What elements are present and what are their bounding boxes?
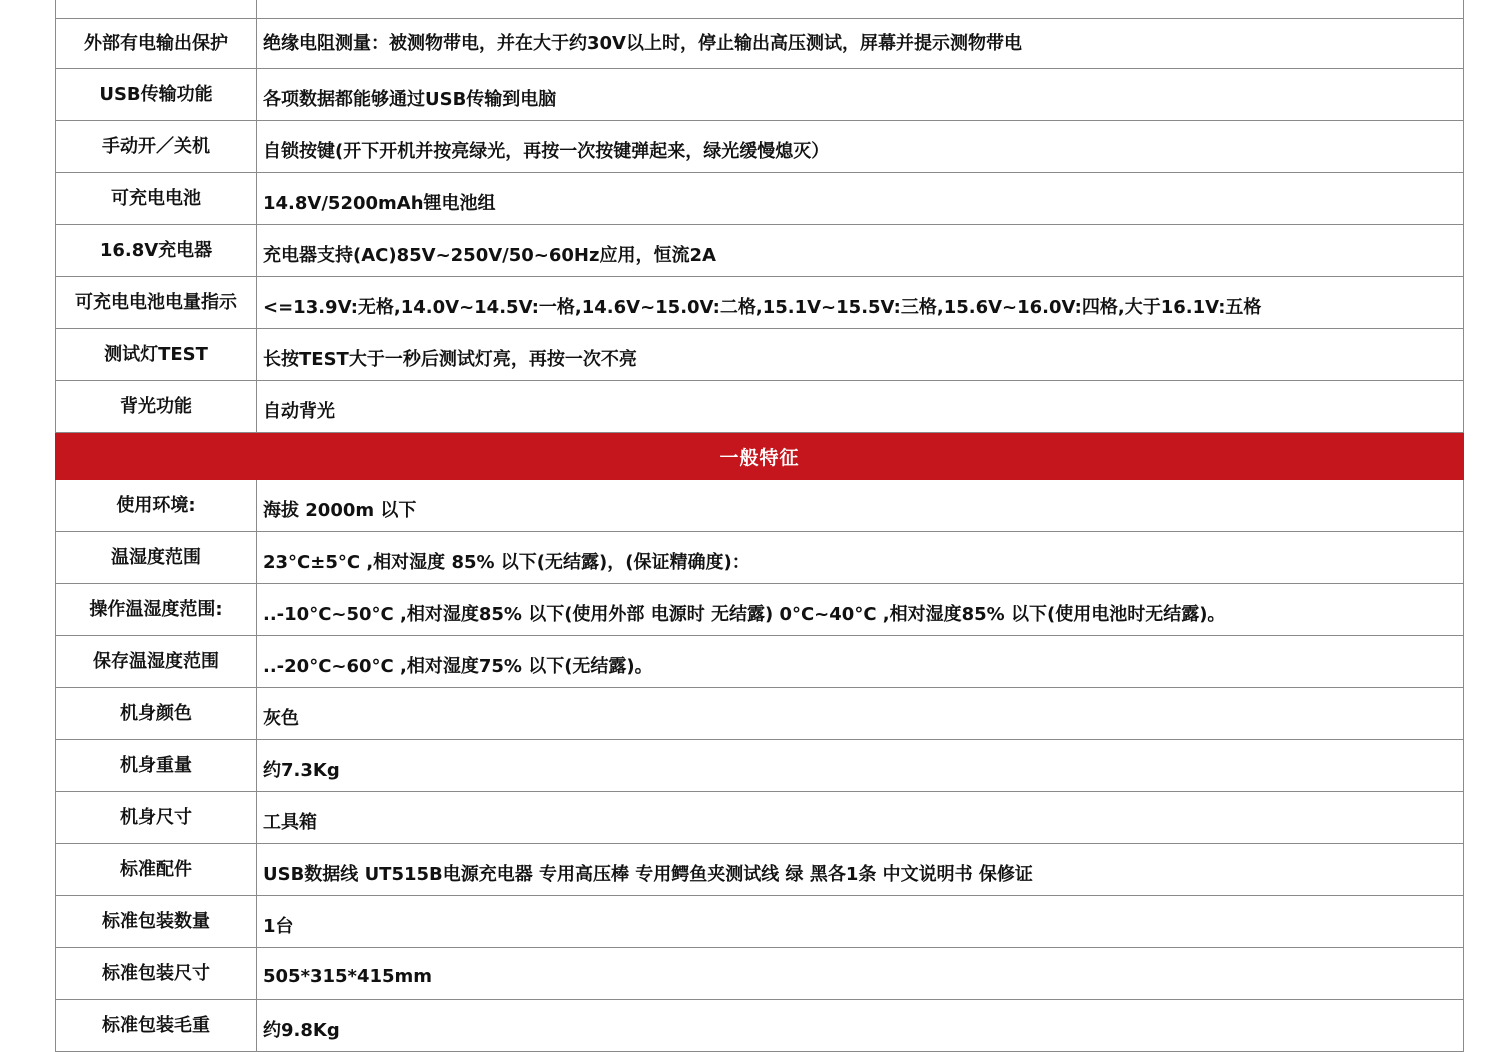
table-row [56, 225, 1464, 277]
section-header-row [56, 433, 1464, 480]
spec-value: ..-20°C~60°C ,相对湿度75% 以下(无结露)。 [257, 636, 1464, 688]
spec-label: 可充电电池 [56, 173, 257, 225]
table-row [56, 329, 1464, 381]
spec-value: 绝缘电阻测量：被测物带电，并在大于约30V以上时，停止输出高压测试，屏幕并提示测物带电 [257, 19, 1464, 69]
spec-label: 标准包装数量 [56, 896, 257, 948]
table-row [56, 844, 1464, 896]
spec-label: USB传输功能 [56, 69, 257, 121]
table-row [56, 69, 1464, 121]
spec-label: 标准包装毛重 [56, 1000, 257, 1052]
spec-label: 使用环境: [56, 480, 257, 532]
spec-label: 测试灯TEST [56, 329, 257, 381]
spec-sheet [55, 0, 1464, 1052]
table-row [56, 19, 1464, 69]
spec-value: 505*315*415mm [257, 948, 1464, 1000]
table-row [56, 636, 1464, 688]
table-row [56, 173, 1464, 225]
table-row [56, 688, 1464, 740]
table-row [56, 896, 1464, 948]
spec-label: 背光功能 [56, 381, 257, 433]
spec-label: 手动开／关机 [56, 121, 257, 173]
spec-value: 海拔 2000m 以下 [257, 480, 1464, 532]
spec-value: 灰色 [257, 688, 1464, 740]
table-row [56, 740, 1464, 792]
spec-value: 各项数据都能够通过USB传输到电脑 [257, 69, 1464, 121]
spec-value: <=13.9V:无格,14.0V~14.5V:一格,14.6V~15.0V:二格,15.1V~15.5V:三格,15.6V~16.0V:四格,大于16.1V:五格 [257, 277, 1464, 329]
spec-value: 长按TEST大于一秒后测试灯亮，再按一次不亮 [257, 329, 1464, 381]
table-row [56, 792, 1464, 844]
table-row [56, 1000, 1464, 1052]
table-row [56, 948, 1464, 1000]
table-row [56, 480, 1464, 532]
spec-value: 自动背光 [257, 381, 1464, 433]
spec-value: 自锁按键(开下开机并按亮绿光，再按一次按键弹起来，绿光缓慢熄灭） [257, 121, 1464, 173]
table-row [56, 277, 1464, 329]
spec-value: 14.8V/5200mAh锂电池组 [257, 173, 1464, 225]
spec-value: 约7.3Kg [257, 740, 1464, 792]
spec-label: 16.8V充电器 [56, 225, 257, 277]
spec-value: USB数据线 UT515B电源充电器 专用高压棒 专用鳄鱼夹测试线 绿 黑各1条 中文说明书 保修证 [257, 844, 1464, 896]
spec-value: 约9.8Kg [257, 1000, 1464, 1052]
spec-value: 充电器支持(AC)85V~250V/50~60Hz应用，恒流2A [257, 225, 1464, 277]
spec-value: 23°C±5°C ,相对湿度 85% 以下(无结露)，(保证精确度)： [257, 532, 1464, 584]
spec-label: 外部有电输出保护 [56, 19, 257, 69]
spec-label: 操作温湿度范围: [56, 584, 257, 636]
spec-label: 标准配件 [56, 844, 257, 896]
table-row [56, 381, 1464, 433]
table-row [56, 121, 1464, 173]
spec-label: 标准包装尺寸 [56, 948, 257, 1000]
spec-label: 机身尺寸 [56, 792, 257, 844]
spec-table [55, 0, 1464, 1052]
table-row [56, 584, 1464, 636]
section-title: 一般特征 [56, 433, 1464, 480]
spec-label: 保存温湿度范围 [56, 636, 257, 688]
table-row [56, 532, 1464, 584]
spec-label: 机身颜色 [56, 688, 257, 740]
spec-value: ..-10°C~50°C ,相对湿度85% 以下(使用外部 电源时 无结露) 0°C~40°C ,相对湿度85% 以下(使用电池时无结露)。 [257, 584, 1464, 636]
spec-label: 机身重量 [56, 740, 257, 792]
spec-value: 工具箱 [257, 792, 1464, 844]
table-row-cut [56, 0, 1464, 19]
spec-label: 可充电电池电量指示 [56, 277, 257, 329]
spec-value: 1台 [257, 896, 1464, 948]
spec-label: 温湿度范围 [56, 532, 257, 584]
